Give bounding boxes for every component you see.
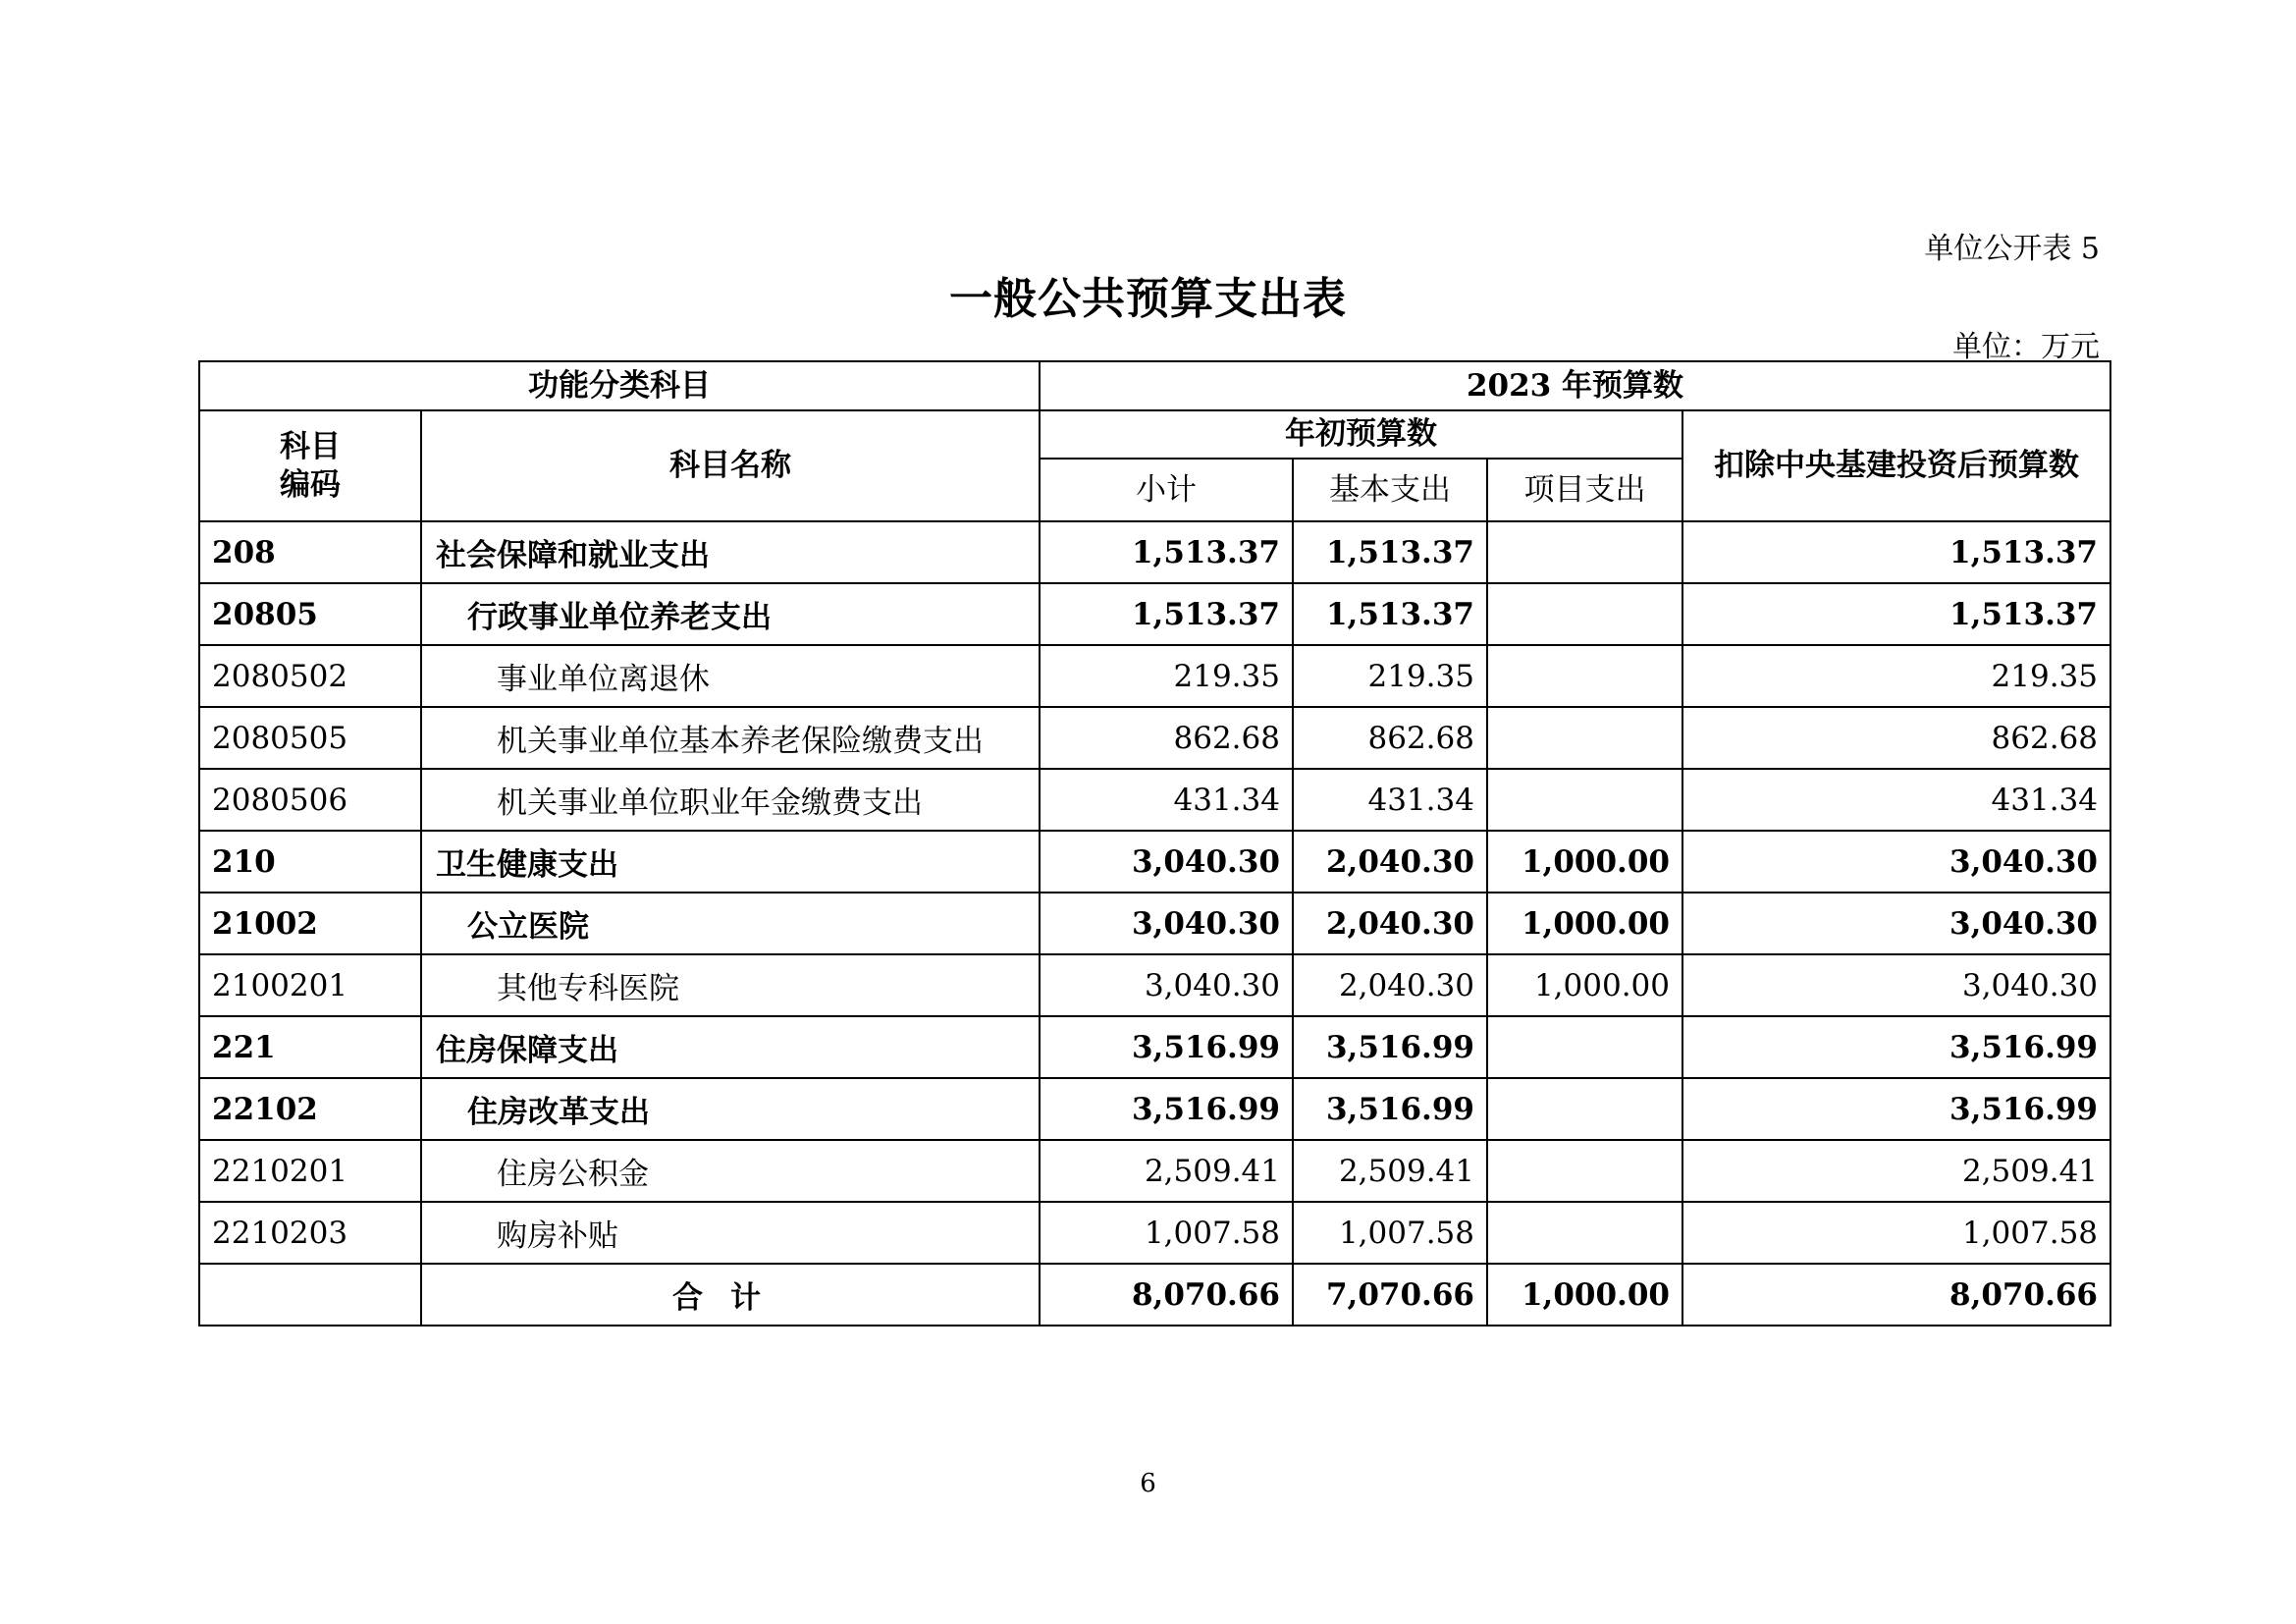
row-code: 2080505 (199, 707, 421, 769)
row-code: 21002 (199, 893, 421, 954)
row-code: 2080506 (199, 769, 421, 831)
total-row (199, 1264, 2110, 1326)
row-project (1487, 1016, 1682, 1078)
row-code: 22102 (199, 1078, 421, 1140)
header-project: 项目支出 (1487, 459, 1682, 521)
row-subtotal: 2,509.41 (1040, 1140, 1293, 1202)
table-row (199, 1016, 2110, 1078)
row-project (1487, 707, 1682, 769)
row-excluding: 1,513.37 (1682, 521, 2110, 583)
table-row (199, 893, 2110, 954)
row-subtotal: 1,513.37 (1040, 583, 1293, 645)
total-project: 1,000.00 (1487, 1264, 1682, 1326)
row-name: 公立医院 (421, 893, 1040, 954)
row-basic: 2,040.30 (1293, 954, 1487, 1016)
table-row (199, 769, 2110, 831)
row-project (1487, 1202, 1682, 1264)
row-excluding: 3,040.30 (1682, 954, 2110, 1016)
table-row (199, 954, 2110, 1016)
row-basic: 1,007.58 (1293, 1202, 1487, 1264)
row-excluding: 3,040.30 (1682, 893, 2110, 954)
table-row (199, 1140, 2110, 1202)
row-excluding: 862.68 (1682, 707, 2110, 769)
total-label: 合计 (421, 1264, 1040, 1326)
row-name: 行政事业单位养老支出 (421, 583, 1040, 645)
row-code: 2080502 (199, 645, 421, 707)
header-code: 科目 编码 (199, 410, 421, 521)
row-name: 其他专科医院 (421, 954, 1040, 1016)
row-project (1487, 521, 1682, 583)
row-name: 住房保障支出 (421, 1016, 1040, 1078)
header-function-category: 功能分类科目 (199, 361, 1040, 410)
row-code: 2100201 (199, 954, 421, 1016)
row-basic: 431.34 (1293, 769, 1487, 831)
header-initial-budget: 年初预算数 (1040, 410, 1682, 459)
row-name: 卫生健康支出 (421, 831, 1040, 893)
row-basic: 2,040.30 (1293, 831, 1487, 893)
row-subtotal: 862.68 (1040, 707, 1293, 769)
page-number: 6 (1140, 1469, 1156, 1498)
table-row (199, 1078, 2110, 1140)
row-excluding: 3,040.30 (1682, 831, 2110, 893)
row-subtotal: 3,516.99 (1040, 1078, 1293, 1140)
row-excluding: 3,516.99 (1682, 1078, 2110, 1140)
row-name: 住房改革支出 (421, 1078, 1040, 1140)
row-project (1487, 1140, 1682, 1202)
table-row (199, 521, 2110, 583)
row-subtotal: 219.35 (1040, 645, 1293, 707)
document-title: 一般公共预算支出表 (949, 274, 1347, 324)
row-subtotal: 3,040.30 (1040, 831, 1293, 893)
header-subtotal: 小计 (1040, 459, 1293, 521)
row-code: 210 (199, 831, 421, 893)
row-excluding: 1,007.58 (1682, 1202, 2110, 1264)
row-project (1487, 769, 1682, 831)
header-name: 科目名称 (421, 410, 1040, 521)
table-row (199, 831, 2110, 893)
table-row (199, 645, 2110, 707)
row-project: 1,000.00 (1487, 831, 1682, 893)
row-code: 221 (199, 1016, 421, 1078)
row-basic: 219.35 (1293, 645, 1487, 707)
table-row (199, 707, 2110, 769)
row-basic: 3,516.99 (1293, 1016, 1487, 1078)
row-project (1487, 583, 1682, 645)
row-project: 1,000.00 (1487, 954, 1682, 1016)
header-row-1 (199, 361, 2110, 410)
unit-note: 单位：万元 (1952, 330, 2100, 364)
row-basic: 1,513.37 (1293, 521, 1487, 583)
row-subtotal: 431.34 (1040, 769, 1293, 831)
row-subtotal: 3,516.99 (1040, 1016, 1293, 1078)
row-code: 2210201 (199, 1140, 421, 1202)
row-code: 208 (199, 521, 421, 583)
total-basic: 7,070.66 (1293, 1264, 1487, 1326)
total-subtotal: 8,070.66 (1040, 1264, 1293, 1326)
row-code: 20805 (199, 583, 421, 645)
row-basic: 862.68 (1293, 707, 1487, 769)
row-name: 购房补贴 (421, 1202, 1040, 1264)
row-basic: 2,509.41 (1293, 1140, 1487, 1202)
row-project: 1,000.00 (1487, 893, 1682, 954)
row-code: 2210203 (199, 1202, 421, 1264)
row-subtotal: 1,007.58 (1040, 1202, 1293, 1264)
row-basic: 2,040.30 (1293, 893, 1487, 954)
row-name: 事业单位离退休 (421, 645, 1040, 707)
row-basic: 3,516.99 (1293, 1078, 1487, 1140)
row-excluding: 3,516.99 (1682, 1016, 2110, 1078)
row-name: 社会保障和就业支出 (421, 521, 1040, 583)
row-name: 机关事业单位职业年金缴费支出 (421, 769, 1040, 831)
total-excluding: 8,070.66 (1682, 1264, 2110, 1326)
header-excluding-central: 扣除中央基建投资后预算数 (1682, 410, 2110, 521)
row-excluding: 219.35 (1682, 645, 2110, 707)
header-row-2 (199, 410, 2110, 459)
table-row (199, 583, 2110, 645)
total-code-cell (199, 1264, 421, 1326)
row-excluding: 2,509.41 (1682, 1140, 2110, 1202)
row-subtotal: 1,513.37 (1040, 521, 1293, 583)
table-code: 单位公开表 5 (1924, 232, 2100, 266)
row-name: 住房公积金 (421, 1140, 1040, 1202)
row-excluding: 431.34 (1682, 769, 2110, 831)
row-project (1487, 645, 1682, 707)
row-subtotal: 3,040.30 (1040, 893, 1293, 954)
row-project (1487, 1078, 1682, 1140)
table-body (199, 521, 2110, 1326)
row-basic: 1,513.37 (1293, 583, 1487, 645)
table-row (199, 1202, 2110, 1264)
row-excluding: 1,513.37 (1682, 583, 2110, 645)
row-subtotal: 3,040.30 (1040, 954, 1293, 1016)
row-name: 机关事业单位基本养老保险缴费支出 (421, 707, 1040, 769)
header-basic: 基本支出 (1293, 459, 1487, 521)
budget-expenditure-table (198, 360, 2111, 1326)
header-budget-year: 2023 年预算数 (1040, 361, 2110, 410)
